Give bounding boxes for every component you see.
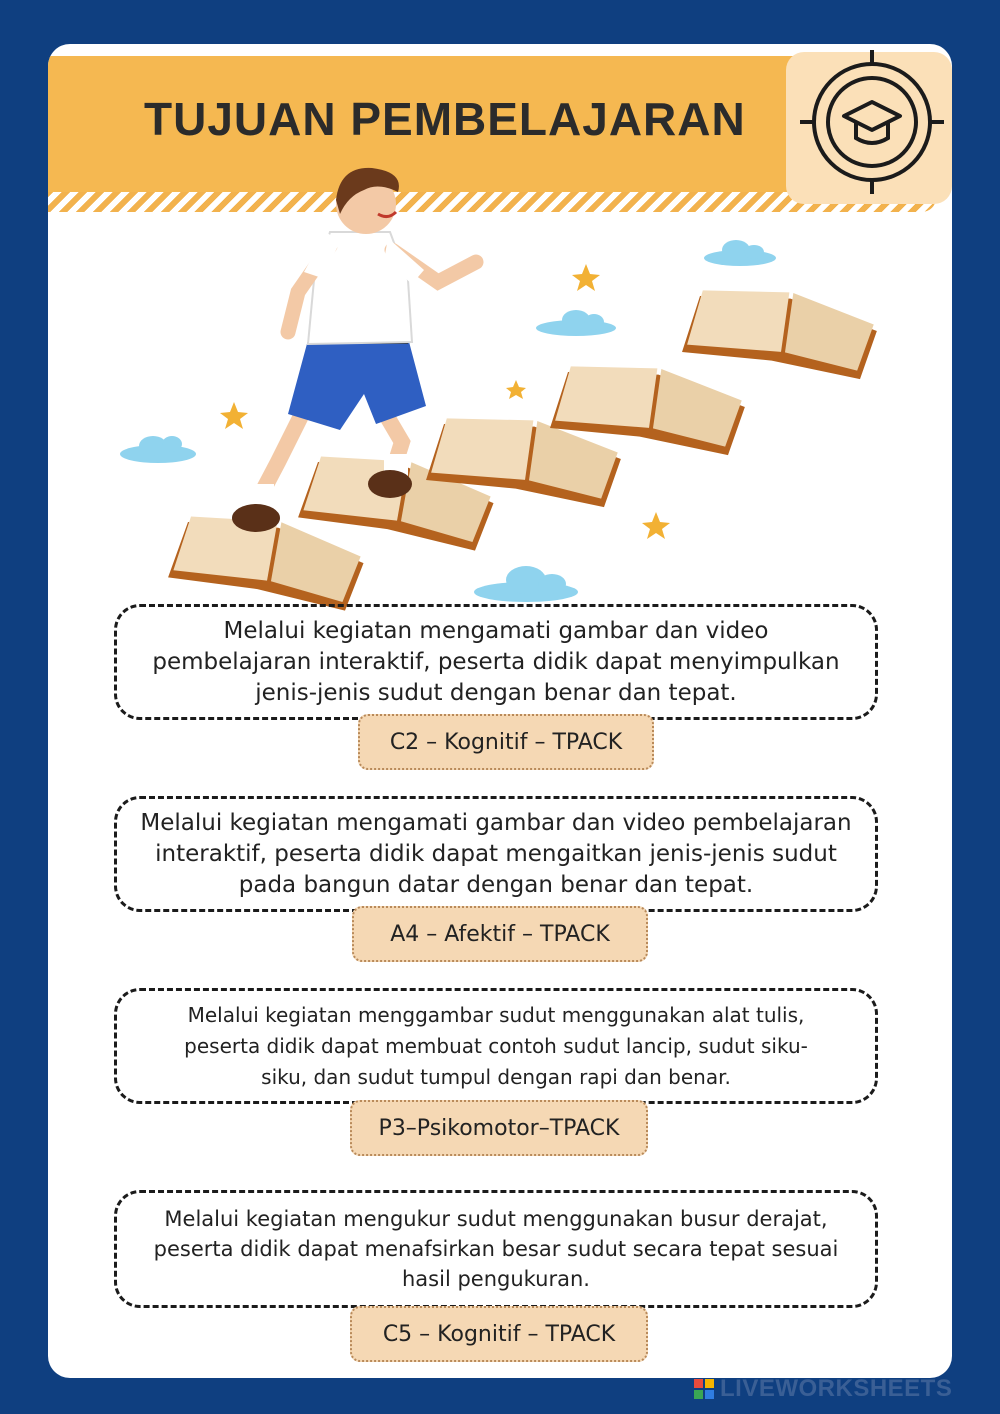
objective-4-line-3: hasil pengukuran.: [402, 1267, 590, 1291]
worksheet-card: [48, 44, 952, 1378]
objective-2-line-1: Melalui kegiatan mengamati gambar dan video pembelajaran: [140, 809, 852, 836]
running-boy-on-books-illustration: [108, 162, 908, 622]
objective-1-line-3: jenis-jenis sudut dengan benar dan tepat.: [255, 679, 737, 706]
liveworksheets-mark-icon: [694, 1379, 714, 1399]
objective-4-tag: C5 – Kognitif – TPACK: [350, 1306, 648, 1362]
objective-box-3: [114, 988, 878, 1104]
objective-1-tag: C2 – Kognitif – TPACK: [358, 714, 654, 770]
objective-3-line-2: peserta didik dapat membuat contoh sudut lancip, sudut siku-: [184, 1033, 808, 1058]
objective-3-line-1: Melalui kegiatan menggambar sudut menggunakan alat tulis,: [187, 1002, 805, 1027]
objective-2-line-3: pada bangun datar dengan benar dan tepat.: [238, 871, 754, 898]
objective-1-line-1: Melalui kegiatan mengamati gambar dan video: [223, 617, 769, 644]
objective-2-line-2: interaktif, peserta didik dapat mengaitkan jenis-jenis sudut: [155, 840, 837, 867]
objective-4-line-1: Melalui kegiatan mengukur sudut menggunakan busur derajat,: [164, 1207, 828, 1231]
watermark-text: LIVEWORKSHEETS: [720, 1375, 953, 1402]
objective-2-tag: A4 – Afektif – TPACK: [352, 906, 648, 962]
objective-3-line-3: siku, dan sudut tumpul dengan rapi dan benar.: [261, 1064, 731, 1089]
objective-3-tag: P3–Psikomotor–TPACK: [350, 1100, 648, 1156]
page-title: TUJUAN PEMBELAJARAN: [144, 93, 746, 145]
objective-1-line-2: pembelajaran interaktif, peserta didik dapat menyimpulkan: [152, 648, 840, 675]
objective-4-line-2: peserta didik dapat menafsirkan besar sudut secara tepat sesuai: [153, 1237, 839, 1261]
objective-box-2: [114, 796, 878, 912]
objective-box-4: [114, 1190, 878, 1308]
objective-box-1: [114, 604, 878, 720]
liveworksheets-logo: [694, 1376, 952, 1402]
